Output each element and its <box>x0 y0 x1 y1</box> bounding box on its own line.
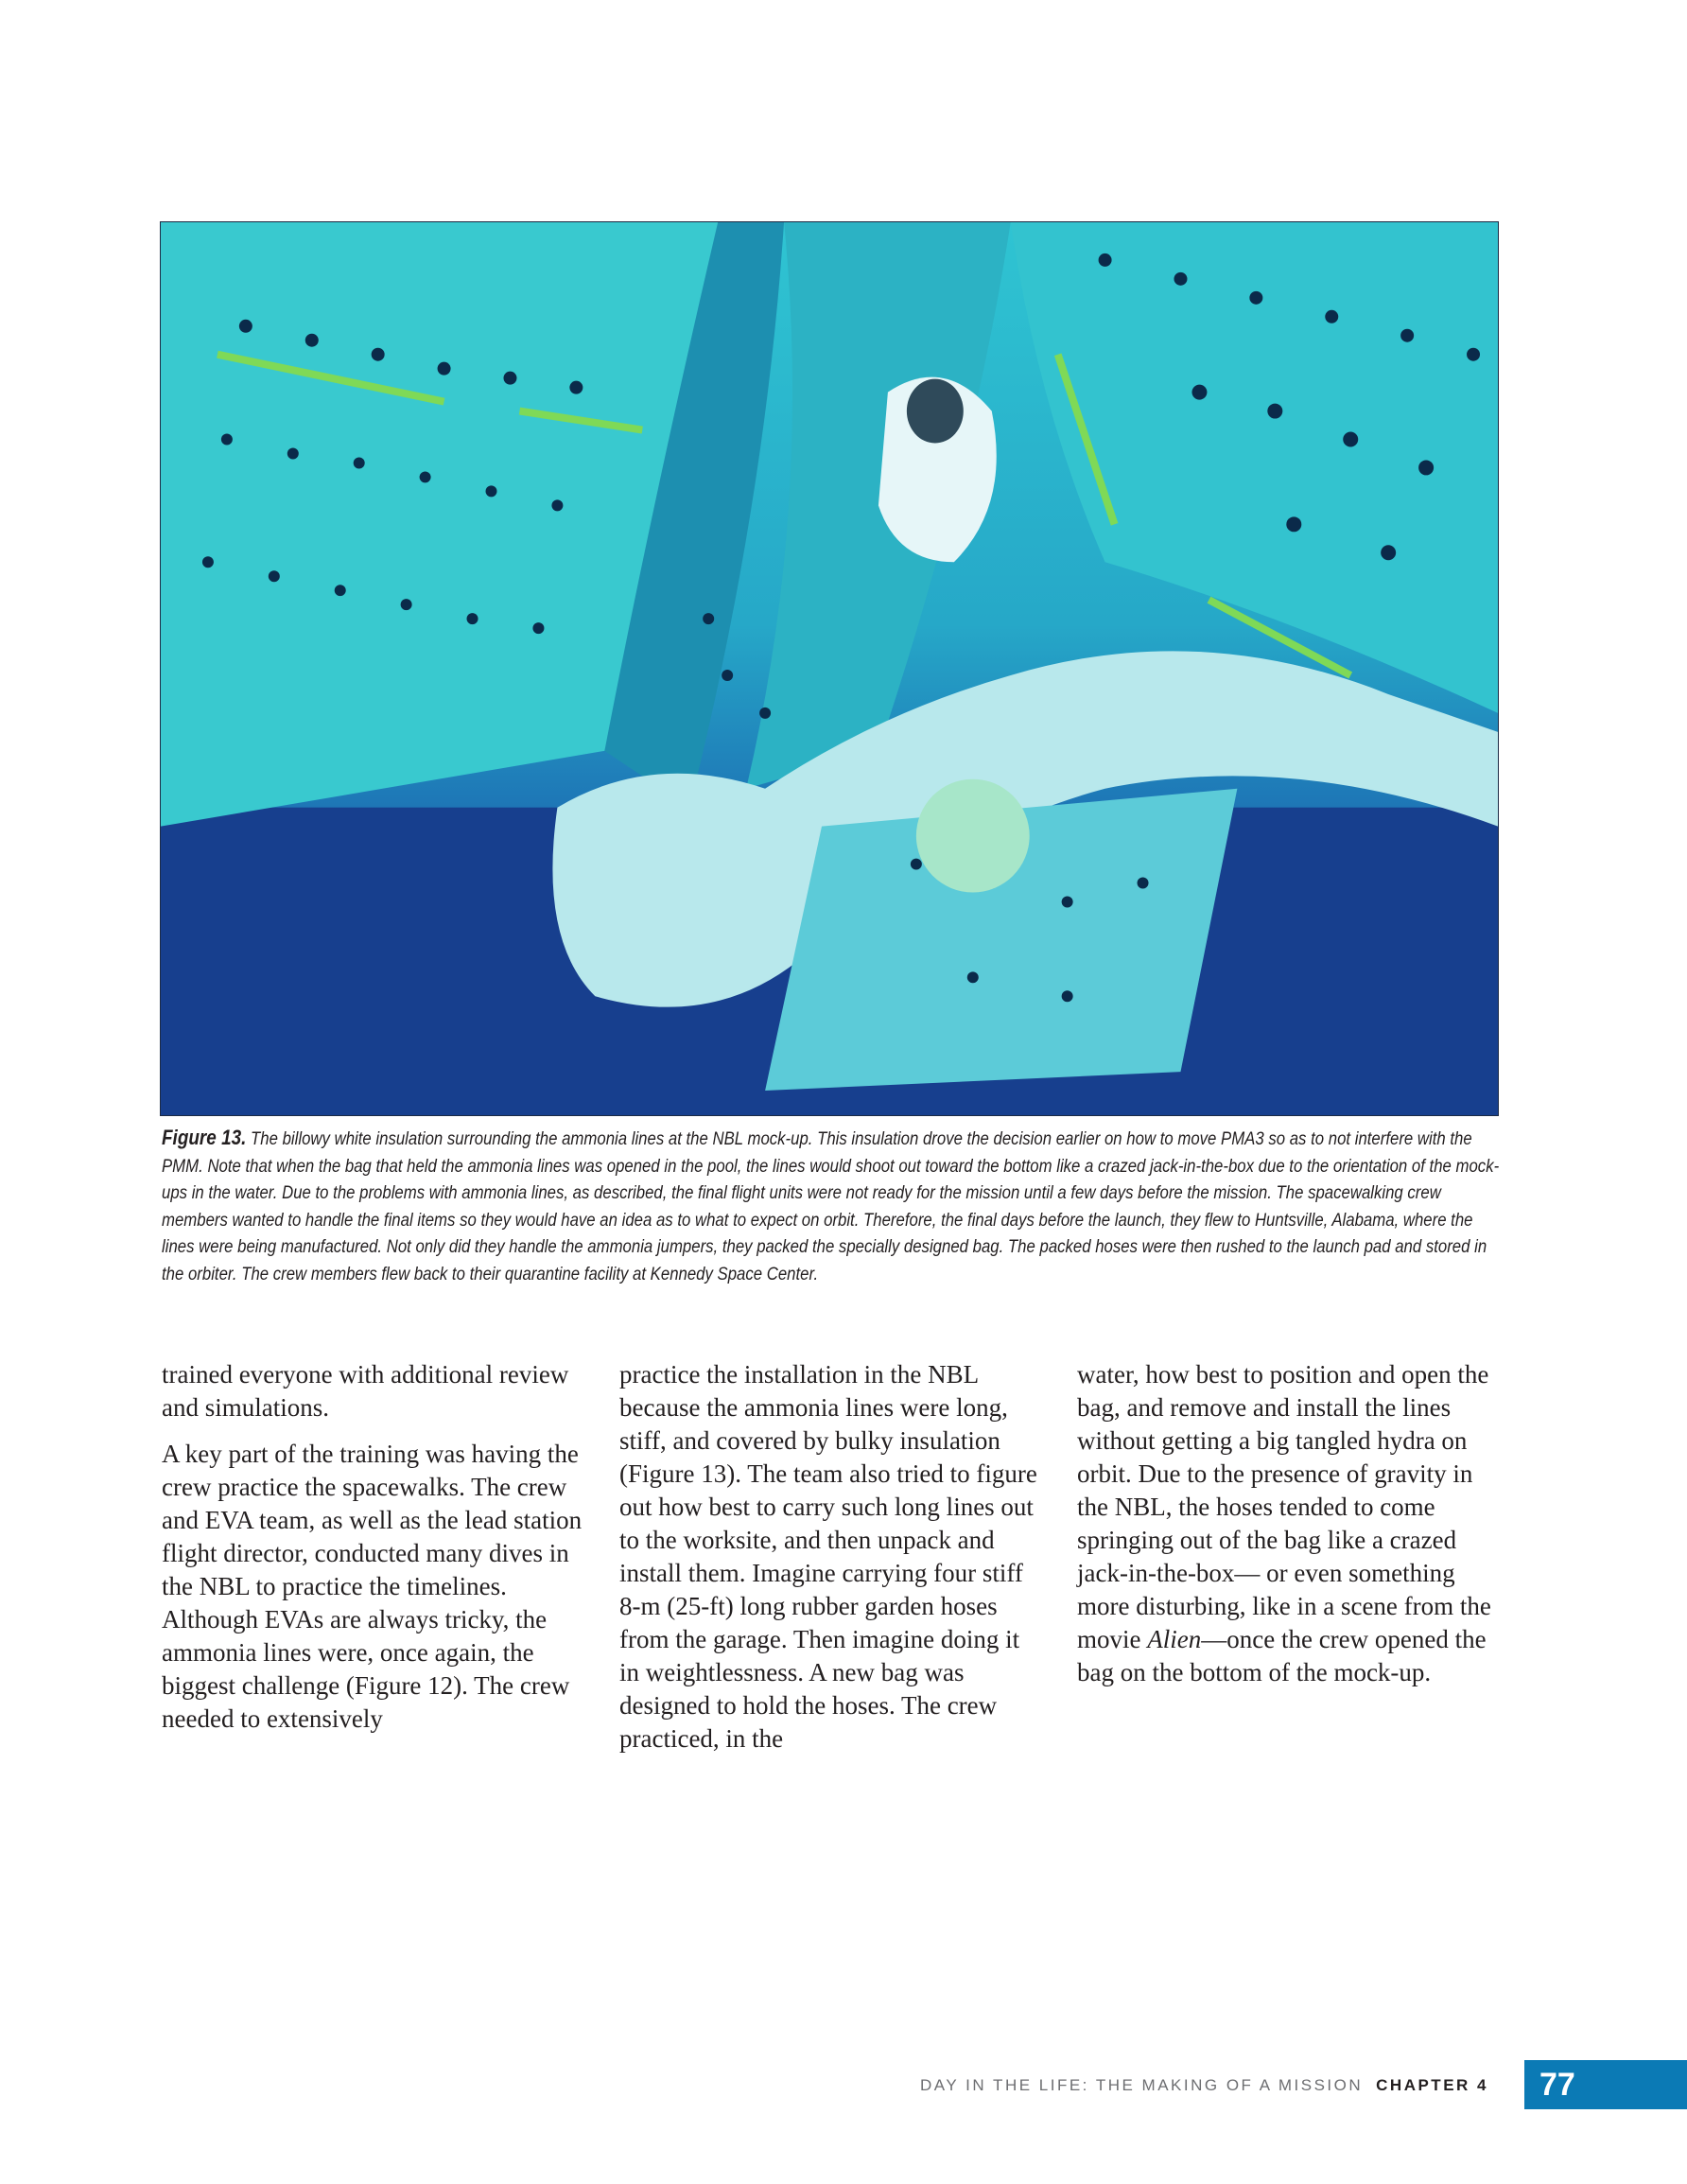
page-number: 77 <box>1524 2060 1687 2109</box>
running-footer <box>920 2075 1488 2096</box>
figure-caption <box>162 1125 1504 1288</box>
chapter-label: CHAPTER 4 <box>1376 2076 1488 2094</box>
text-column-2 <box>619 1358 1045 1769</box>
paragraph-text: —once the crew opened the bag on the bottom of the mock-up. <box>1077 1625 1487 1686</box>
paragraph: A key part of the training was having the crew practice the spacewalks. The crew and EVA team, as well as the lead station flight director, conducted many dives in the NBL to practice the timelines. Although EVAs are always tricky, the ammonia lines were, once again, the biggest challenge (Figure 12). The crew needed to extensively <box>162 1440 583 1733</box>
paragraph: trained everyone with additional review and simulations. <box>162 1360 569 1422</box>
nbl-mockup-illustration <box>161 222 1498 1115</box>
paragraph-text: water, how best to position and open the bag, and remove and install the lines without getting a big tangled hydra on orbit. Due to the presence of gravity in the NBL, the hoses tended to come springing out of the bag like a crazed jack-in-the-box— or even something more disturbing, like in a scene from the movie <box>1077 1360 1491 1653</box>
paragraph <box>1077 1358 1503 1689</box>
movie-title: Alien <box>1147 1625 1202 1653</box>
figure-label: Figure 13. <box>162 1126 247 1149</box>
figure-13-photo <box>160 221 1499 1116</box>
text-column-1 <box>162 1358 587 1749</box>
paragraph: practice the installation in the NBL because the ammonia lines were long, stiff, and covered by bulky insulation (Figure 13). The team also tried to figure out how best to carry such long lines out to the worksite, and then unpack and install them. Imagine carrying four stiff 8-m (25-ft) long rubber garden hoses from the garage. Then imagine doing it in weightlessness. A new bag was designed to hold the hoses. The crew practiced, in the <box>619 1360 1037 1753</box>
text-column-3 <box>1077 1358 1503 1703</box>
figure-caption-text: The billowy white insulation surrounding the ammonia lines at the NBL mock-up. This insulation drove the decision earlier on how to move PMA3 so as to not interfere with the PMM. Note that when the bag that held the ammonia lines was opened in the pool, the lines would shoot out toward the bottom like a crazed jack-in-the-box due to the orientation of the mock-ups in the water. Due to the problems with ammonia lines, as described, the final flight units were not ready for the mission until a few days before the mission. The spacewalking crew members wanted to handle the final items so they would have an idea as to what to expect on orbit. Therefore, the final days before the launch, they flew to Huntsville, Alabama, where the lines were being manufactured. Not only did they handle the ammonia jumpers, they packed the specially designed bag. The packed hoses were then rushed to the launch pad and stored in the orbiter. The crew members flew back to their quarantine facility at Kennedy Space Center. <box>162 1128 1500 1284</box>
running-title: DAY IN THE LIFE: THE MAKING OF A MISSION <box>920 2076 1364 2094</box>
